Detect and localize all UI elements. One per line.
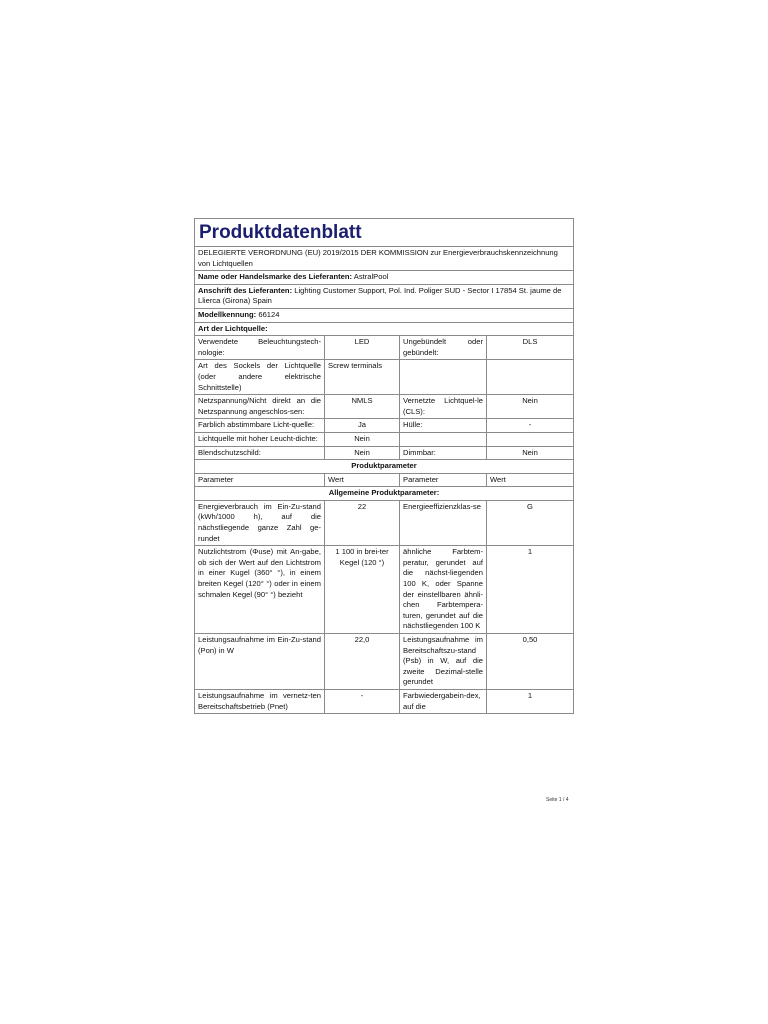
type-heading: Art der Lichtquelle: xyxy=(195,322,574,336)
type-value-2: Nein xyxy=(487,446,574,460)
type-label-2: Hülle: xyxy=(400,419,487,433)
address-row xyxy=(195,284,574,308)
type-label-2: Ungebündelt oder gebündelt: xyxy=(400,336,487,360)
column-header-row xyxy=(195,473,574,487)
product-data-sheet xyxy=(194,218,573,714)
type-value-1: Nein xyxy=(325,446,400,460)
regulation-text: DELEGIERTE VERORDNUNG (EU) 2019/2015 DER KOMMISSION zur Energieverbrauchskennzeichnung von Lichtquellen xyxy=(195,247,574,271)
model-row xyxy=(195,308,574,322)
supplier-label: Name oder Handelsmarke des Lieferanten: xyxy=(198,272,353,282)
data-sheet-table xyxy=(194,218,574,714)
address-cell xyxy=(195,284,574,308)
table-row xyxy=(195,634,574,690)
supplier-value: AstralPool xyxy=(353,272,389,282)
type-value-2 xyxy=(487,432,574,446)
type-value-1: Screw terminals xyxy=(325,360,400,395)
type-value-1: NMLS xyxy=(325,395,400,419)
table-row xyxy=(195,500,574,545)
model-cell xyxy=(195,308,574,322)
type-label-2 xyxy=(400,432,487,446)
param-label-2: Farbwiedergabein-dex, auf die xyxy=(400,689,487,713)
address-value: Lighting Customer Support, Pol. Ind. Poliger SUD - Sector I 17854 St. jaume de Llierca (Girona) Spain xyxy=(198,285,562,306)
table-row xyxy=(195,446,574,460)
general-params-heading-row xyxy=(195,487,574,501)
type-label-2 xyxy=(400,360,487,395)
param-value-2: 0,50 xyxy=(487,634,574,690)
param-value-2: 1 xyxy=(487,546,574,634)
supplier-row xyxy=(195,271,574,285)
supplier-cell xyxy=(195,271,574,285)
model-value: 66124 xyxy=(258,309,280,319)
param-value-2: G xyxy=(487,500,574,545)
table-row xyxy=(195,546,574,634)
address-label: Anschrift des Lieferanten: xyxy=(198,285,293,295)
table-row xyxy=(195,689,574,713)
page-number: Seite 1 / 4 xyxy=(546,797,569,803)
type-label-1: Blendschutzschild: xyxy=(195,446,325,460)
param-label-2: Energieeffizienzklas-se xyxy=(400,500,487,545)
type-value-2 xyxy=(487,360,574,395)
type-label-2: Vernetzte Lichtquel-le (CLS): xyxy=(400,395,487,419)
type-label-1: Netzspannung/Nicht direkt an die Netzspannung angeschlos-sen: xyxy=(195,395,325,419)
general-params-heading: Allgemeine Produktparameter: xyxy=(195,487,574,501)
type-label-1: Farblich abstimmbare Licht-quelle: xyxy=(195,419,325,433)
column-header-value: Wert xyxy=(325,473,400,487)
type-value-1: Nein xyxy=(325,432,400,446)
param-label-1: Nutzlichtstrom (Φuse) mit An-gabe, ob sich der Wert auf den Lichtstrom in einer Kugel (360° °), in einem breiten Kegel (120° °) oder in einem schmalen Kegel (90° °) bezieht xyxy=(195,546,325,634)
type-value-2: Nein xyxy=(487,395,574,419)
param-value-1: 22 xyxy=(325,500,400,545)
param-value-2: 1 xyxy=(487,689,574,713)
type-value-2: DLS xyxy=(487,336,574,360)
type-label-1: Art des Sockels der Lichtquelle (oder andere elektrische Schnittstelle) xyxy=(195,360,325,395)
type-label-2: Dimmbar: xyxy=(400,446,487,460)
column-header-param: Parameter xyxy=(195,473,325,487)
sheet-title: Produktdatenblatt xyxy=(195,219,574,247)
type-value-1: Ja xyxy=(325,419,400,433)
param-value-1: - xyxy=(325,689,400,713)
type-label-1: Lichtquelle mit hoher Leucht-dichte: xyxy=(195,432,325,446)
column-header-value-2: Wert xyxy=(487,473,574,487)
product-params-heading-row xyxy=(195,460,574,474)
table-row xyxy=(195,419,574,433)
table-row xyxy=(195,395,574,419)
param-label-1: Energieverbrauch im Ein-Zu-stand (kWh/1000 h), auf die nächstliegende ganze Zahl ge-rundet xyxy=(195,500,325,545)
param-label-2: ähnliche Farbtem-peratur, gerundet auf die nächst-liegenden 100 K, oder Spanne der einstellbaren ähnli-chen Farbtempera-turen, gerundet auf die nächstliegenden 100 K xyxy=(400,546,487,634)
param-label-2: Leistungsaufnahme im Bereitschaftszu-stand (Psb) in W, auf die zweite Dezimal-stelle gerundet xyxy=(400,634,487,690)
param-value-1: 22,0 xyxy=(325,634,400,690)
type-heading-row xyxy=(195,322,574,336)
param-value-1: 1 100 in brei-ter Kegel (120 °) xyxy=(325,546,400,634)
type-label-1: Verwendete Beleuchtungstech-nologie: xyxy=(195,336,325,360)
title-row xyxy=(195,219,574,247)
type-value-1: LED xyxy=(325,336,400,360)
table-row xyxy=(195,360,574,395)
param-label-1: Leistungsaufnahme im Ein-Zu-stand (Pon) in W xyxy=(195,634,325,690)
product-params-heading: Produktparameter xyxy=(195,460,574,474)
column-header-param-2: Parameter xyxy=(400,473,487,487)
model-label: Modellkennung: xyxy=(198,309,257,319)
table-row xyxy=(195,336,574,360)
regulation-row xyxy=(195,247,574,271)
type-value-2: - xyxy=(487,419,574,433)
param-label-1: Leistungsaufnahme im vernetz-ten Bereitschaftsbetrieb (Pnet) xyxy=(195,689,325,713)
table-row xyxy=(195,432,574,446)
